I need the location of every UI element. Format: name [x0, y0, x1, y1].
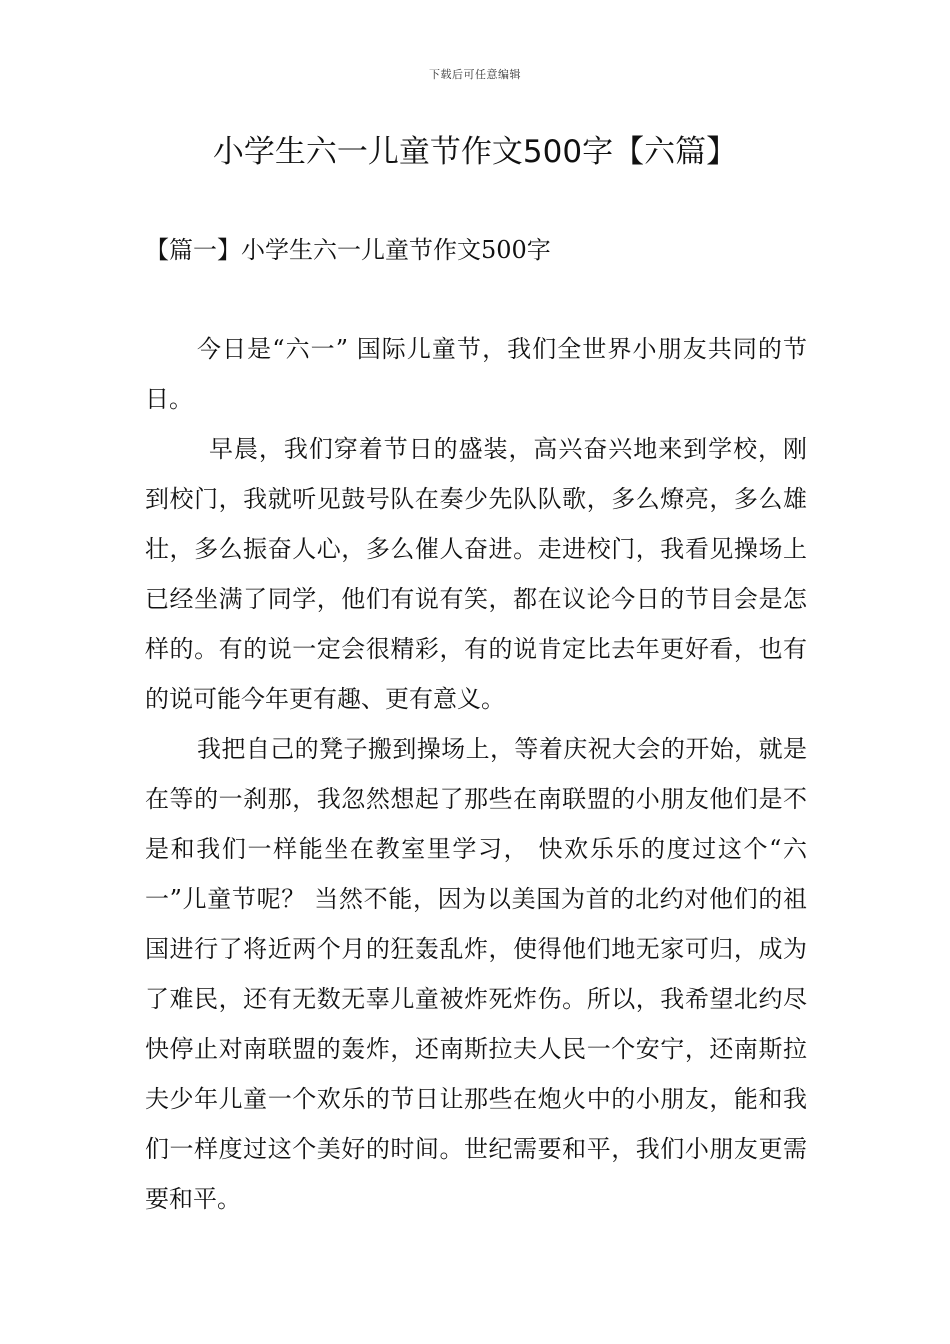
- essay-body: [145, 324, 807, 1224]
- header-note: 下载后可任意编辑: [429, 68, 521, 81]
- paragraph-3: 我把自己的凳子搬到操场上，等着庆祝大会的开始，就是在等的一刹那，我忽然想起了那些在南联盟的小朋友他们是不是和我们一样能坐在教室里学习， 快欢乐乐的度过这个“六一”儿童节呢？ 当然不能，因为以美国为首的北约对他们的祖国进行了将近两个月的狂轰乱炸，使得他们地无家可归，成为了难民，还有无数无辜儿童被炸死炸伤。所以，我希望北约尽快停止对南联盟的轰炸，还南斯拉夫人民一个安宁，还南斯拉夫少年儿童一个欢乐的节日让那些在炮火中的小朋友，能和我们一样度过这个美好的时间。世纪需要和平，我们小朋友更需要和平。: [145, 735, 807, 1213]
- document-title: 小学生六一儿童节作文500字【六篇】: [212, 134, 738, 170]
- section-heading: 【篇一】小学生六一儿童节作文500字: [145, 236, 551, 264]
- paragraph-2: 早晨，我们穿着节日的盛装，高兴奋兴地来到学校，刚到校门，我就听见鼓号队在奏少先队队歌，多么燎亮，多么雄壮，多么振奋人心，多么催人奋进。走进校门，我看见操场上已经坐满了同学，他们有说有笑，都在议论今日的节目会是怎样的。有的说一定会很精彩，有的说肯定比去年更好看，也有的说可能今年更有趣、更有意义。: [145, 435, 807, 713]
- paragraph-1: 今日是“六一” 国际儿童节，我们全世界小朋友共同的节日。: [145, 335, 807, 413]
